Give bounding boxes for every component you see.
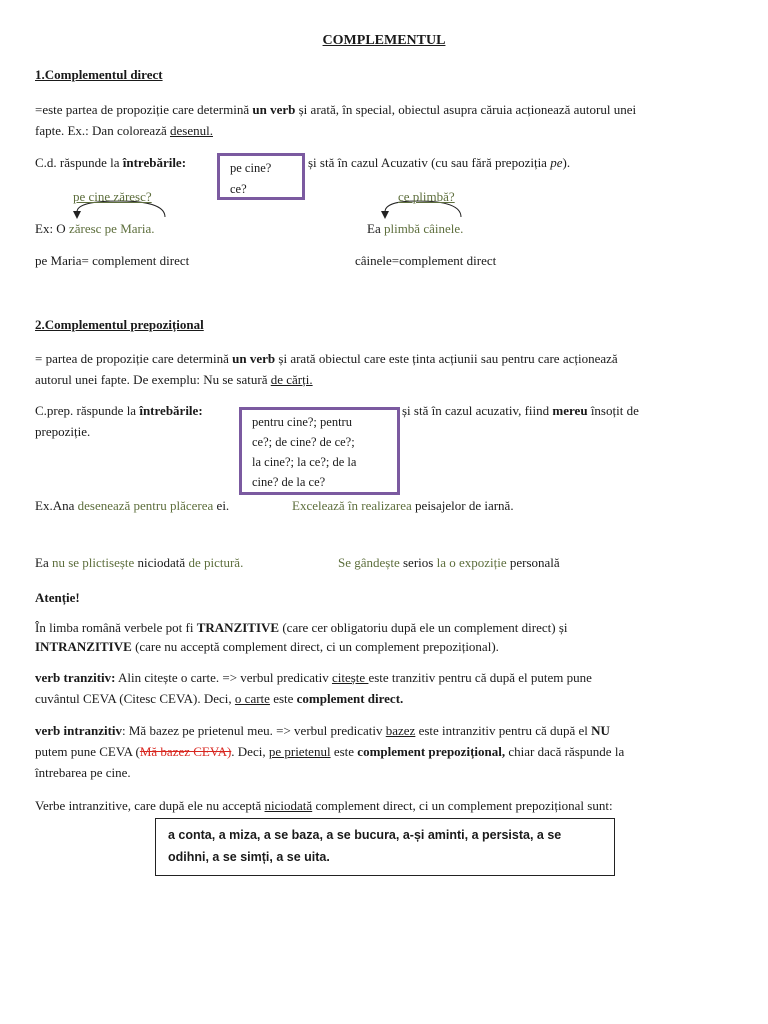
example-prepositional-1: Ex.Ana desenează pentru plăcerea ei. bbox=[35, 498, 230, 513]
questions-direct-text: C.d. răspunde la întrebările: bbox=[35, 155, 187, 170]
transitivity-intro: În limba română verbele pot fi TRANZITIVE (care cer obligatoriu după ele un complement direct) și INTRANZITIVE (care nu acceptă complement direct, ci un complement prepozițional). bbox=[35, 620, 568, 654]
case-prepositional-text: și stă în cazul acuzativ, fiind mereu însoțit de bbox=[402, 403, 639, 418]
example-prepositional-4: Se gândește serios la o expoziție personală bbox=[338, 555, 560, 570]
example-prepositional-2: Excelează în realizarea peisajelor de iarnă. bbox=[292, 498, 514, 513]
result-direct-2: câinele=complement direct bbox=[355, 253, 497, 268]
definition-direct: =este partea de propoziție care determină un verb și arată, în special, obiectul asupra căruia acționează autorul unei fapte. Ex.: Dan colorează desenul. bbox=[35, 102, 637, 138]
result-direct-1: pe Maria= complement direct bbox=[35, 253, 190, 268]
transitive-verb-explanation: verb tranzitiv: Alin citește o carte. => verbul predicativ citește este tranzitiv pentru că după el putem pune cuvântul CEVA (Citesc CEVA). Deci, o carte este complement direct. bbox=[35, 670, 592, 706]
section-heading-prepositional: 2.Complementul prepozițional bbox=[35, 317, 204, 332]
arrow-question-2: ce plimbă? bbox=[398, 189, 455, 204]
intransitive-verbs-box: a conta, a miza, a se baza, a se bucura, a-și aminti, a persista, a se odihni, a se simți, a se uita. bbox=[155, 818, 615, 876]
example-direct-2: Ea plimbă câinele. bbox=[367, 221, 464, 236]
questions-box-prepositional: pentru cine?; pentru ce?; de cine? de ce?; la cine?; la ce?; de la cine? de la ce? bbox=[239, 407, 400, 495]
arrow-question-1: pe cine zăresc? bbox=[73, 189, 152, 204]
attention-heading: Atenție! bbox=[35, 590, 80, 605]
page-title: COMPLEMENTUL bbox=[322, 33, 446, 48]
definition-prepositional: = partea de propoziție care determină un verb și arată obiectul care este ținta acțiunii sau pentru care acționează autorul unei fapte. De exemplu: Nu se satură de cărți. bbox=[35, 351, 618, 387]
intransitive-verbs-intro: Verbe intranzitive, care după ele nu acceptă niciodată complement direct, ci un complement prepozițional sunt: bbox=[35, 798, 613, 813]
questions-box-direct: pe cine? ce? bbox=[217, 153, 305, 200]
example-prepositional-3: Ea nu se plictisește niciodată de pictură. bbox=[35, 555, 244, 570]
questions-prepositional-text: C.prep. răspunde la întrebările: bbox=[35, 403, 203, 418]
case-direct-text: și stă în cazul Acuzativ (cu sau fără prepoziția pe). bbox=[308, 155, 571, 170]
example-direct-1: Ex: O zăresc pe Maria. bbox=[35, 221, 155, 236]
section-heading-direct: 1.Complementul direct bbox=[35, 67, 163, 82]
case-prepositional-line2: prepoziție. bbox=[35, 424, 91, 439]
intransitive-verb-explanation: verb intranzitiv: Mă bazez pe prietenul meu. => verbul predicativ bazez este intranzitiv pentru că după el NU putem pune CEVA (Mă bazez CEVA). Deci, pe prietenul este complement prepozițional, chiar dacă răspunde la întrebarea pe cine. bbox=[35, 723, 625, 780]
